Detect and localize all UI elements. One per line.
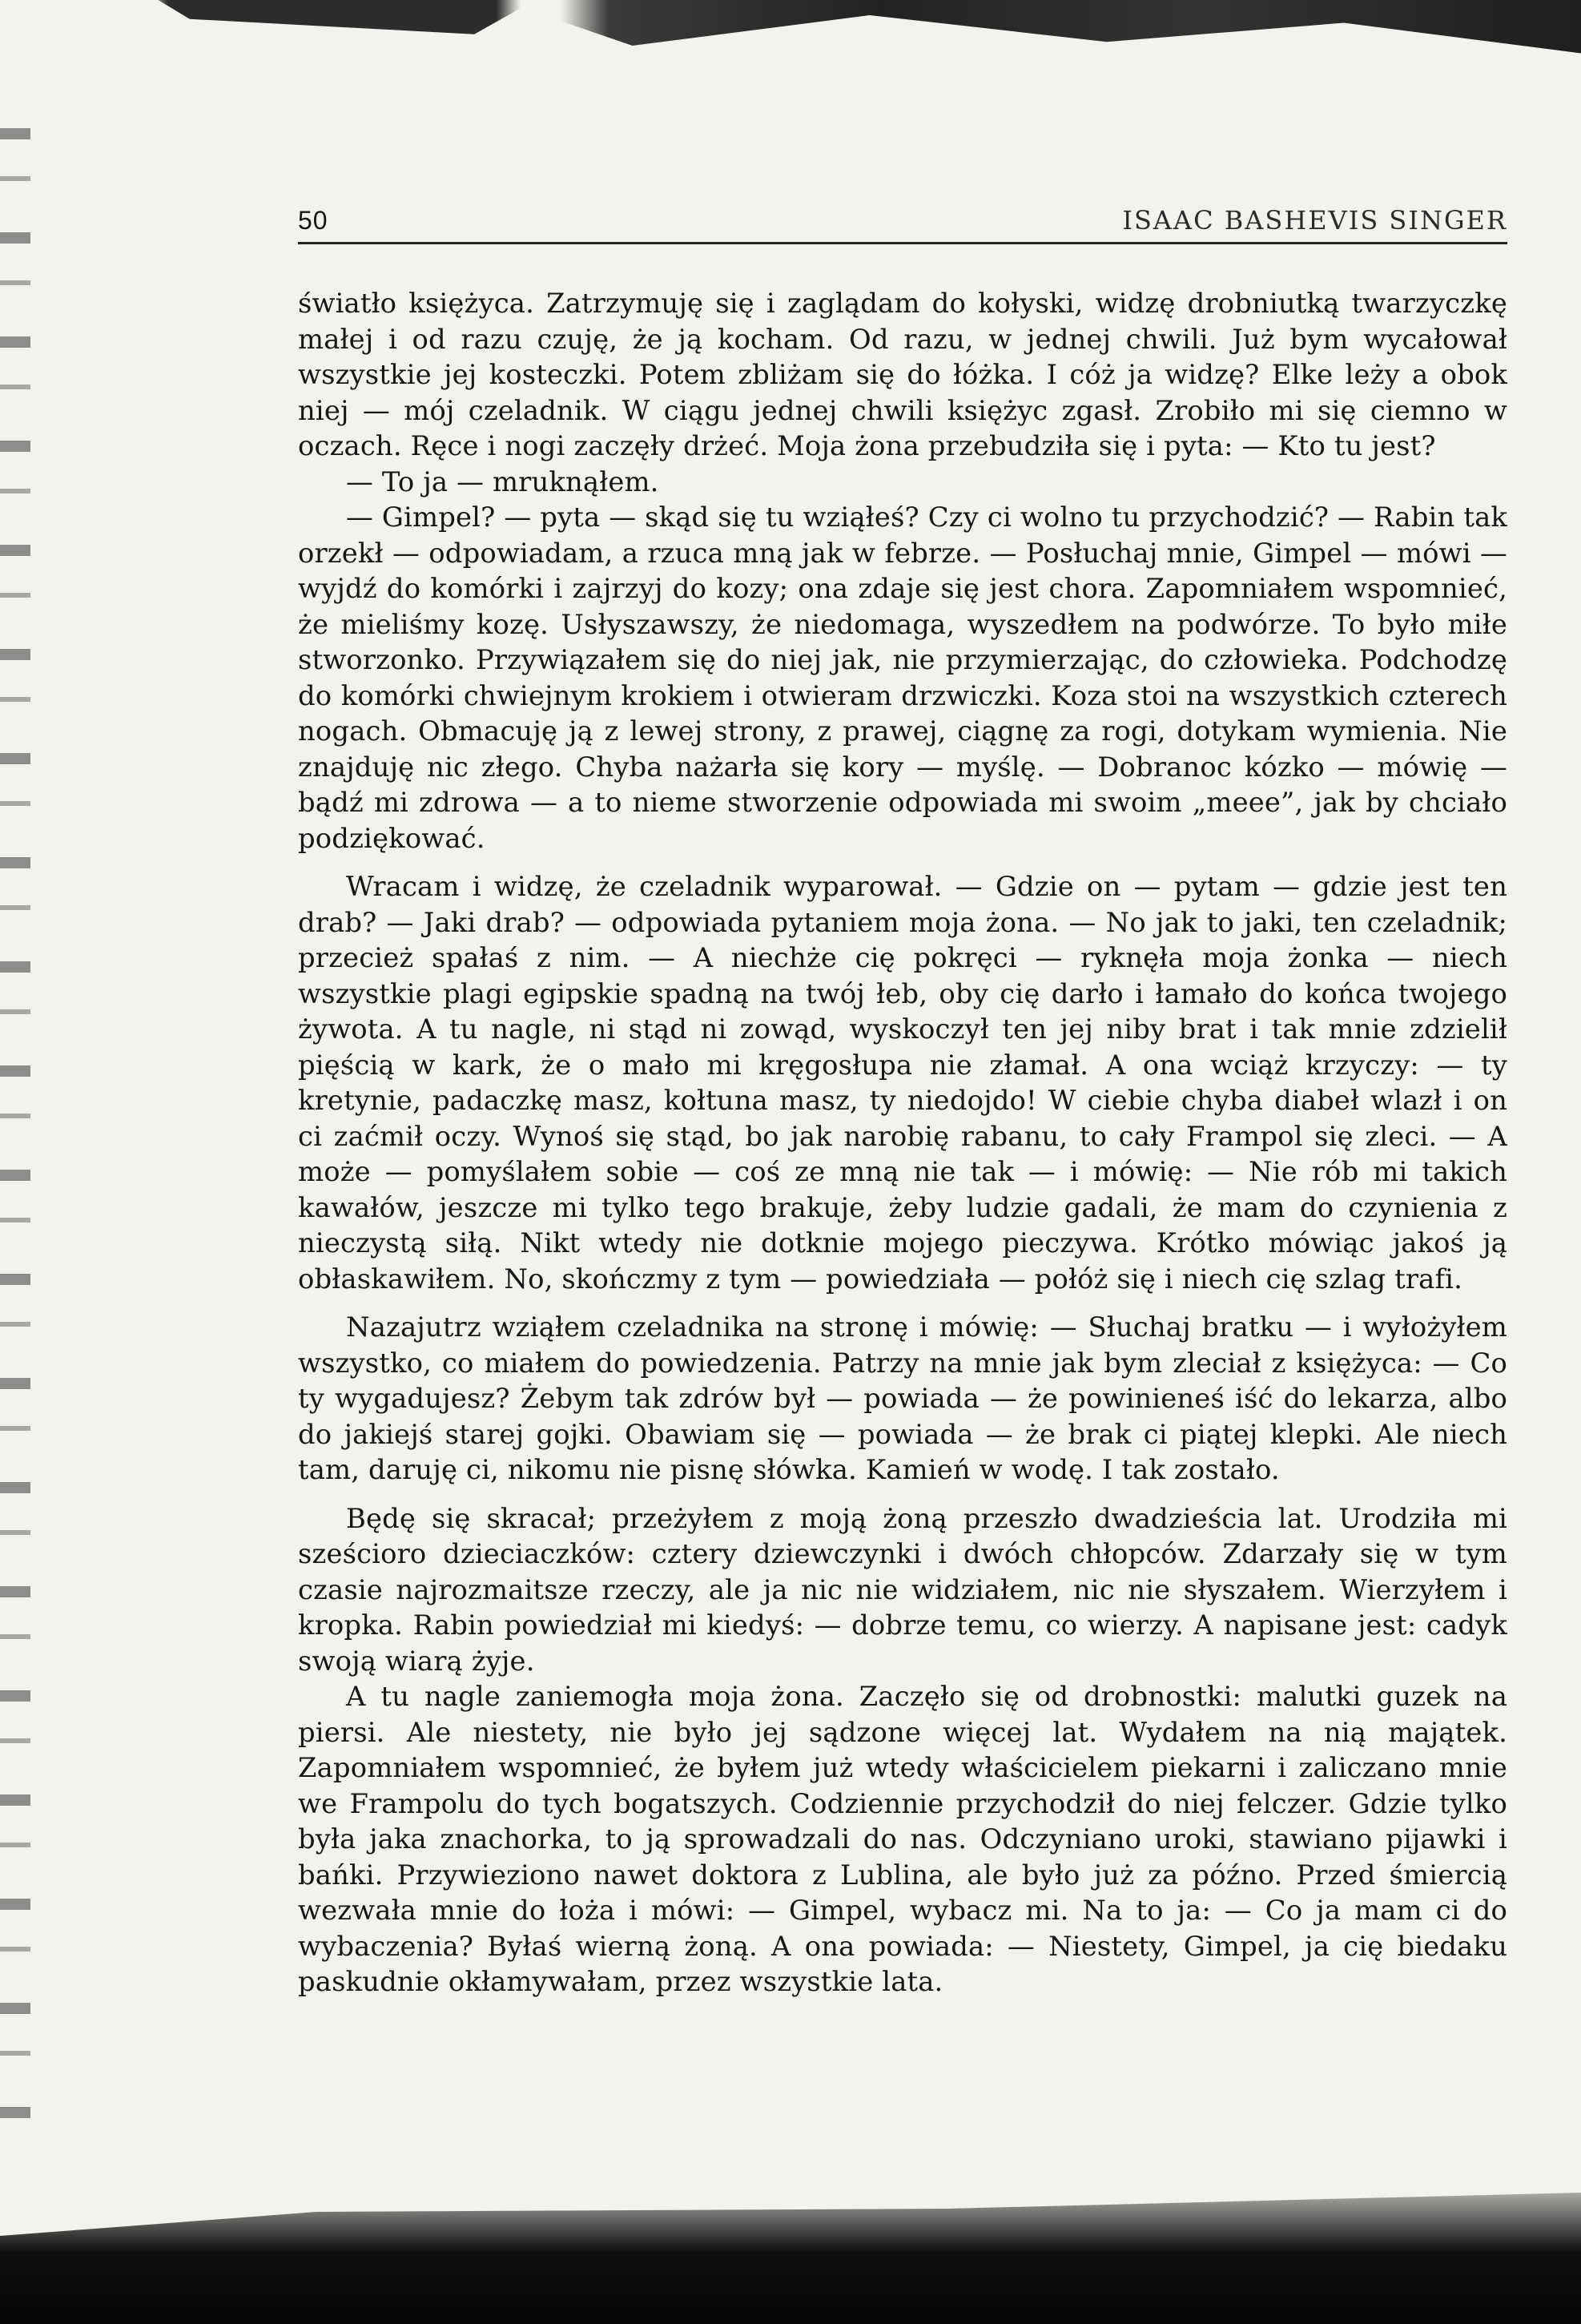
paragraph-3: — Gimpel? — pyta — skąd się tu wziąłeś? Czy ci wolno tu przychodzić? — Rabin tak orzekł — odpowiadam, a rzuca mną jak w febrze. — Posłuchaj mnie, Gimpel — mówi — wyjdź do komórki i zajrzyj do kozy; ona zdaje się jest chora. Zapomniałem wspomnieć, że mieliśmy kozę. Usłyszawszy, że niedomaga, wyszedłem na podwórze. To było miłe stworzonko. Przywiązałem się do niej jak, nie przymierzając, do człowieka. Podchodzę do komórki chwiejnym krokiem i otwieram drzwiczki. Koza stoi na wszystkich czterech nogach. Obmacuję ją z lewej strony, z prawej, ciągnę za rogi, dotykam wymienia. Nie znajduję nic złego. Chyba nażarła się kory — myślę. — Dobranoc kózko — mówię — bądź mi zdrowa — a to nieme stworzenie odpowiada mi swoim „meee”, jak by chciało podziękować.	[298, 501, 1507, 854]
paragraph-7: A tu nagle zaniemogła moja żona. Zaczęło się od drobnostki: malutki guzek na piersi. Ale niestety, nie było jej sądzone więcej lat. Wydałem na nią majątek. Zapomniałem wspomnieć, że byłem już wtedy właścicielem piekarni i zaliczano mnie we Frampolu do tych bogatszych. Codziennie przychodził do niej felczer. Gdzie tylko była jaka znachorka, to ją sprowadzali do nas. Odczyniano uroki, stawiano pijawki i bańki. Przywieziono nawet doktora z Lublina, ale było już za późno. Przed śmiercią wezwała mnie do łoża i mówi: — Gimpel, wybacz mi. Na to ja: — Co ja mam ci do wybaczenia? Byłaś wierną żoną. A ona powiada: — Niestety, Gimpel, ja cię biedaku paskudnie okłamywałam, przez wszystkie lata.	[298, 1681, 1507, 1997]
paragraph-4: Wracam i widzę, że czeladnik wyparował. — Gdzie on — pytam — gdzie jest ten drab? — Jaki drab? — odpowiada pytaniem moja żona. — No jak to jaki, ten czeladnik; przecież spałaś z nim. — A niechże cię pokręci — ryknęła moja żonka — niech wszystkie plagi egipskie spadną na twój łeb, oby cię darło i łamało do końca twojego żywota. A tu nagle, ni stąd ni zowąd, wyskoczył ten jej niby brat i tak mnie zdzielił pięścią w kark, że o mało mi kręgosłupa nie złamał. A ona wciąż krzyczy: — ty kretynie, padaczkę masz, kołtuna masz, ty niedojdo! W ciebie chyba diabeł wlazł i on ci zaćmił oczy. Wynoś się stąd, bo jak narobię rabanu, to cały Frampol się zleci. — A może — pomyślałem sobie — coś ze mną nie tak — i mówię: — Nie rób mi takich kawałów, jeszcze mi tylko tego brakuje, żeby ludzie gadali, że mam do czynienia z nieczystą siłą. Nikt wtedy nie dotknie mojego pieczywa. Krótko mówiąc jakoś ją obłaskawiłem. No, skończmy z tym — powiedziała — połóż się i niech cię szlag trafi.	[298, 871, 1507, 1295]
scan-left-edge	[0, 128, 30, 2131]
paragraph-1: światło księżyca. Zatrzymuję się i zaglądam do kołyski, widzę drobniutką twarzyczkę małej i od razu czuję, że ją kocham. Od razu, w jednej chwili. Już bym wycałował wszystkie jej kosteczki. Potem zbliżam się do łóżka. I cóż ja widzę? Elke leży a obok niej — mój czeladnik. W ciągu jednej chwili księżyc zgasł. Zrobiło mi się ciemno w oczach. Ręce i nogi zaczęły drżeć. Moja żona przebudziła się i pyta: — Kto tu jest?	[298, 288, 1507, 461]
paragraph-6: Będę się skracał; przeżyłem z moją żoną przeszło dwadzieścia lat. Urodziła mi sześcioro dzieciaczków: cztery dziewczynki i dwóch chłopców. Zdarzały się w tym czasie najrozmaitsze rzeczy, ale ja nic nie widziałem, nic nie słyszałem. Wierzyłem i kropka. Rabin powiedział mi kiedyś: — dobrze temu, co wierzy. A napisane jest: cadyk swoją wiarą żyje.	[298, 1502, 1507, 1677]
page-header	[298, 200, 1507, 244]
scan-bottom-edge	[0, 2164, 1581, 2324]
page-number: 50	[298, 206, 328, 235]
body-text	[298, 286, 1507, 2000]
paragraph-2: — To ja — mruknąłem.	[346, 465, 659, 497]
book-page	[298, 200, 1507, 2000]
scan-top-edge	[0, 0, 1581, 76]
running-head: ISAAC BASHEVIS SINGER	[1122, 205, 1507, 236]
paragraph-5: Nazajutrz wziąłem czeladnika na stronę i mówię: — Słuchaj bratku — i wyłożyłem wszystko, co miałem do powiedzenia. Patrzy na mnie jak bym zleciał z księżyca: — Co ty wygadujesz? Żebym tak zdrów był — powiada — że powinieneś iść do lekarza, albo do jakiejś starej gojki. Obawiam się — powiada — że brak ci piątej klepki. Ale niech tam, daruję ci, nikomu nie pisnę słówka. Kamień w wodę. I tak zostało.	[298, 1311, 1507, 1485]
